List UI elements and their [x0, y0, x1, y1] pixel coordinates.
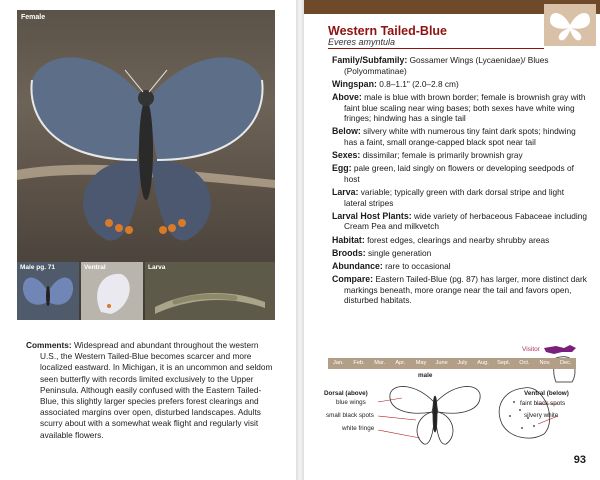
butterfly-tab-icon	[544, 4, 596, 46]
month-aug: Aug.	[477, 360, 489, 366]
thumbnail-strip	[17, 262, 275, 320]
diagram-ventral-title: Ventral (below)	[524, 390, 569, 397]
month-oct: Oct.	[519, 360, 530, 366]
month-sept: Sept.	[497, 360, 511, 366]
month-dec: Dec.	[559, 360, 572, 366]
left-page	[0, 0, 296, 480]
fact-entry: Sexes: dissimilar; female is primarily brownish gray	[332, 150, 523, 161]
diagram-male-label: male	[418, 372, 433, 379]
month-july: July	[457, 360, 468, 366]
scientific-name: Everes amyntula	[328, 37, 396, 47]
page-gutter	[296, 0, 304, 480]
diagram-ventral-item: silvery white	[524, 412, 559, 419]
thumb-label-larva: Larva	[148, 264, 166, 271]
fact-entry: Compare: Eastern Tailed-Blue (pg. 87) has larger, more distinct dark markings beneath, more orange near the tail and favors open, disturbed habitats.	[332, 274, 587, 306]
thumb-label-ventral: Ventral	[84, 264, 106, 271]
fact-entry: Wingspan: 0.8–1.1" (2.0–2.8 cm)	[332, 78, 459, 89]
month-june: June	[435, 360, 448, 366]
month-nov: Nov.	[539, 360, 551, 366]
comments-label: Comments:	[26, 340, 72, 350]
thumb-larva	[145, 262, 275, 320]
flight-months-bar	[328, 358, 576, 369]
fact-entry: Habitat: forest edges, clearings and nearby shrubby areas	[332, 234, 550, 245]
diagram-dorsal-title: Dorsal (above)	[324, 390, 368, 397]
fact-entry: Above: male is blue with brown border; female is brownish gray with faint blue scaling near wing bases; both sexes have white wing fringes; hindwing has a single tail	[332, 91, 586, 124]
thumb-ventral	[81, 262, 143, 320]
diagram-ventral-item: faint black spots	[520, 400, 566, 407]
comments-paragraph	[26, 340, 274, 441]
fact-entry: Larval Host Plants: wide variety of herbaceous Fabaceae including Cream Pea and milkvetch	[332, 210, 587, 232]
diagram-dorsal-item: blue wings	[336, 399, 366, 406]
fact-entry: Broods: single generation	[332, 247, 432, 258]
species-facts	[332, 55, 588, 309]
visitor-label: Visitor	[522, 346, 540, 353]
month-jan: Jan.	[333, 360, 344, 366]
fact-entry: Abundance: rare to occasional	[332, 261, 451, 272]
fact-entry: Egg: pale green, laid singly on flowers or developing seedpods of host	[332, 163, 574, 184]
section-tab	[544, 4, 596, 46]
thumb-male	[17, 262, 79, 320]
comments-text: Widespread and abundant throughout the western U.S., the Western Tailed-Blue becomes scarcer and more localized eastward. In Michigan, it is an uncommon and seldom seen butterfly with records limited exclusively to the Upper Peninsula. Although easily confused with the Eastern Tailed-Blue, this slightly larger species prefers forest clearings and associated margins over open, disturbed landscapes. Adults scurry about with a somewhat weak flight and regularly visit available flowers.	[40, 340, 273, 440]
thumb-label-male: Male pg. 71	[20, 264, 56, 271]
photo-caption-female: Female	[21, 14, 46, 21]
fact-entry: Below: silvery white with numerous tiny faint dark spots; hindwing has a faint, small orange-capped black spot near tail	[332, 126, 576, 147]
month-apr: Apr.	[395, 360, 406, 366]
fact-entry: Family/Subfamily: Gossamer Wings (Lycaenidae)/ Blues (Polyommatinae)	[332, 55, 549, 76]
page-number: 93	[573, 454, 586, 466]
month-may: May	[415, 360, 427, 366]
diagram-dorsal-item: white fringe	[342, 425, 375, 432]
title-divider	[328, 48, 544, 49]
right-page	[304, 0, 600, 480]
month-feb: Feb.	[353, 360, 365, 366]
fact-entry: Larva: variable; typically green with dark dorsal stripe and light lateral stripes	[332, 187, 565, 208]
wing-diagram	[324, 372, 582, 452]
species-title: Western Tailed-Blue	[328, 24, 448, 38]
month-mar: Mar.	[374, 360, 386, 366]
diagram-dorsal-item: small black spots	[326, 412, 374, 419]
